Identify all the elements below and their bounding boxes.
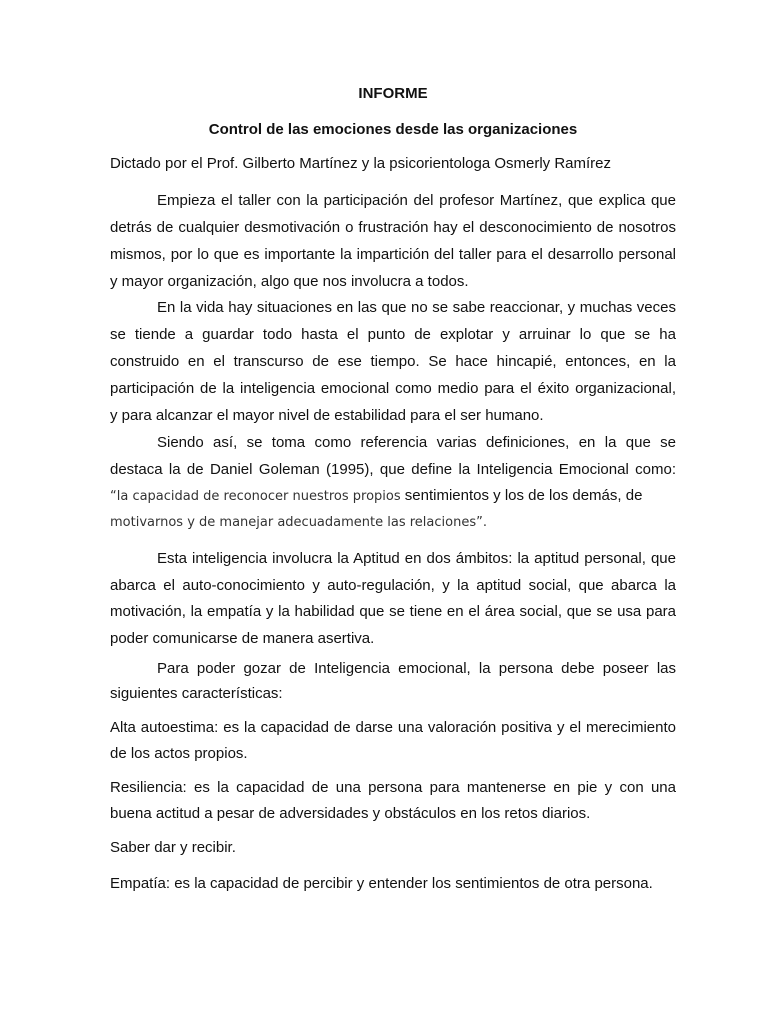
paragraph-4-line: motivación, la empatía y la habilidad que se tiene en el área social, que se usa para: [110, 603, 676, 620]
paragraph-5-line: Para poder gozar de Inteligencia emocional, la persona debe poseer las: [157, 660, 676, 677]
goleman-quote-part1: “la capacidad de reconocer nuestros propios: [110, 489, 401, 504]
document-title: INFORME: [358, 85, 428, 102]
paragraph-1-line: detrás de cualquier desmotivación o frustración hay el desconocimiento de nosotros: [110, 219, 676, 236]
paragraph-4-line: Esta inteligencia involucra la Aptitud en dos ámbitos: la aptitud personal, que: [157, 550, 676, 567]
paragraph-1-line: Empieza el taller con la participación del profesor Martínez, que explica que: [157, 192, 676, 209]
characteristic-resiliencia: Resiliencia: es la capacidad de una persona para mantenerse en pie y con una: [110, 779, 676, 796]
characteristic-resiliencia: buena actitud a pesar de adversidades y obstáculos en los retos diarios.: [110, 805, 591, 822]
paragraph-3-line: [110, 486, 676, 507]
paragraph-3-line: Siendo así, se toma como referencia varias definiciones, en la que se: [157, 434, 676, 451]
document-subtitle: Control de las emociones desde las organizaciones: [208, 121, 578, 138]
characteristic-autoestima: Alta autoestima: es la capacidad de darse una valoración positiva y el merecimiento: [110, 719, 676, 736]
paragraph-3-text: sentimientos y los de los demás, de: [400, 487, 643, 504]
characteristic-empatia: Empatía: es la capacidad de percibir y entender los sentimientos de otra persona.: [110, 875, 653, 892]
paragraph-1-line: mismos, por lo que es importante la impartición del taller para el desarrollo personal: [110, 246, 676, 263]
goleman-quote-part2: motivarnos y de manejar adecuadamente las relaciones”.: [110, 515, 487, 530]
paragraph-4-line: poder comunicarse de manera asertiva.: [110, 630, 375, 647]
paragraph-2-line: y para alcanzar el mayor nivel de estabilidad para el ser humano.: [110, 407, 544, 424]
byline: Dictado por el Prof. Gilberto Martínez y la psicorientologa Osmerly Ramírez: [110, 155, 612, 172]
characteristic-saber-dar: Saber dar y recibir.: [110, 839, 236, 856]
paragraph-3-line: destaca la de Daniel Goleman (1995), que define la Inteligencia Emocional como:: [110, 461, 676, 478]
characteristic-autoestima: de los actos propios.: [110, 745, 248, 762]
paragraph-2-line: se tiende a guardar todo hasta el punto de explotar y arruinar lo que se ha: [110, 326, 676, 343]
paragraph-2-line: participación de la inteligencia emocional como medio para el éxito organizacional,: [110, 380, 676, 397]
paragraph-2-line: En la vida hay situaciones en las que no se sabe reaccionar, y muchas veces: [157, 299, 676, 316]
paragraph-1-line: y mayor organización, algo que nos involucra a todos.: [110, 273, 469, 290]
paragraph-2-line: construido en el transcurso de ese tiempo. Se hace hincapié, entonces, en la: [110, 353, 676, 370]
paragraph-3-line: [110, 512, 676, 533]
paragraph-5-line: siguientes características:: [110, 685, 283, 702]
paragraph-4-line: abarca el auto-conocimiento y auto-regulación, y la aptitud social, que abarca la: [110, 577, 676, 594]
